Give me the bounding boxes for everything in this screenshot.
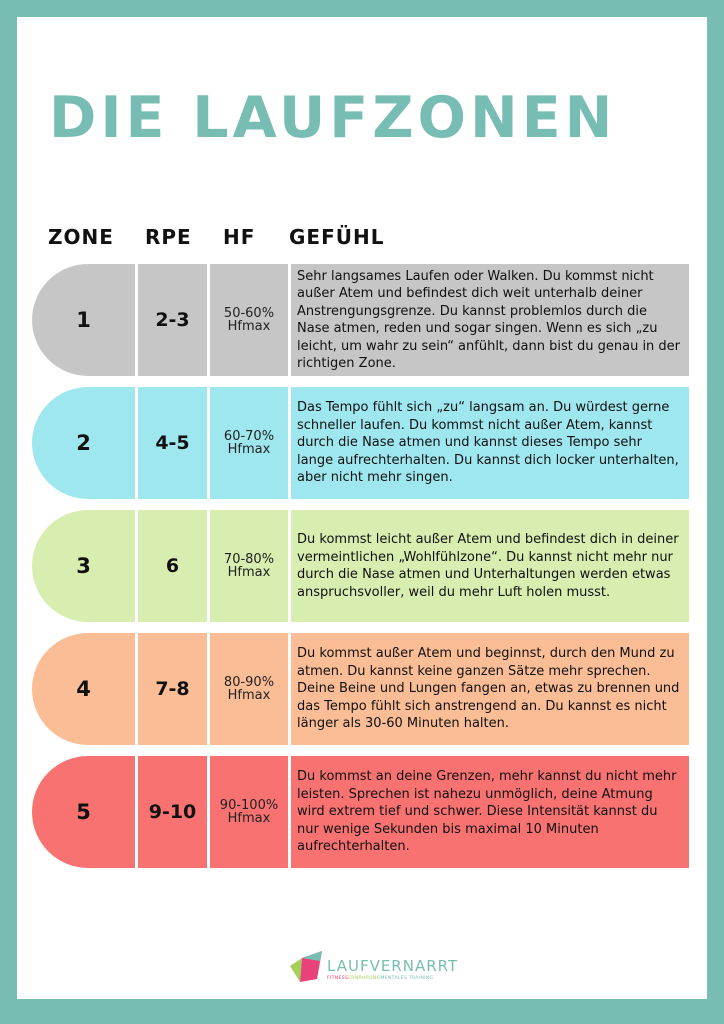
hf-percent: 70-80% bbox=[223, 552, 275, 567]
zone-number-cell: 2 bbox=[32, 387, 135, 499]
hf-unit: Hfmax bbox=[227, 688, 271, 703]
feeling-description: Das Tempo fühlt sich „zu“ langsam an. Du würdest gerne schneller laufen. Du kommst nicht außer Atem, kannst durch die Nase atmen und kannst dieses Tempo sehr lange aufrechterhalten. Du kannst dich locker unterhalten, aber nicht mehr singen. bbox=[291, 387, 689, 499]
hf-cell bbox=[210, 633, 288, 745]
hf-unit: Hfmax bbox=[227, 319, 271, 334]
feeling-description: Du kommst an deine Grenzen, mehr kannst du nicht mehr leisten. Sprechen ist nahezu unmöglich, deine Atmung wird extrem tief und schwer. Diese Intensität kannst du nur wenige Sekunden bis maximal 10 Minuten aufrechterhalten. bbox=[291, 756, 689, 868]
zone-number-cell: 5 bbox=[32, 756, 135, 868]
tag-mentales: MENTALES TRAINING bbox=[380, 976, 434, 981]
feeling-description: Sehr langsames Laufen oder Walken. Du kommst nicht außer Atem und befindest dich weit unterhalb deiner Anstrengungsgrenze. Du kannst problemlos durch die Nase atmen, reden und sogar singen. Wenn es sich „zu leicht, um wahr zu sein“ anfühlt, dann bist du genau in der richtigen Zone. bbox=[291, 264, 689, 376]
hf-unit: Hfmax bbox=[227, 565, 271, 580]
hf-unit: Hfmax bbox=[227, 811, 271, 826]
hf-cell bbox=[210, 264, 288, 376]
feeling-description: Du kommst leicht außer Atem und befindest dich in deiner vermeintlichen „Wohlfühlzone“. Du kannst nicht mehr nur durch die Nase atmen und Unterhaltungen werden etwas anspruchsvoller, weil du mehr Luft holen musst. bbox=[291, 510, 689, 622]
zone-number-cell: 3 bbox=[32, 510, 135, 622]
zone-row-1 bbox=[17, 264, 707, 376]
rpe-cell: 4-5 bbox=[138, 387, 207, 499]
column-header-zone: ZONE bbox=[48, 225, 114, 249]
zone-row-5 bbox=[17, 756, 707, 868]
zone-number-cell: 1 bbox=[32, 264, 135, 376]
logo-tagline bbox=[327, 976, 433, 981]
poster-sheet bbox=[17, 17, 707, 999]
rpe-cell: 2-3 bbox=[138, 264, 207, 376]
hf-percent: 50-60% bbox=[223, 306, 275, 321]
logo-mark-icon bbox=[287, 949, 323, 987]
hf-percent: 90-100% bbox=[219, 798, 279, 813]
feeling-description: Du kommst außer Atem und beginnst, durch den Mund zu atmen. Du kannst keine ganzen Sätze mehr sprechen. Deine Beine und Lungen fangen an, etwas zu brennen und das Tempo fühlt sich anstrengend an. Du kannst es nicht länger als 30-60 Minuten halten. bbox=[291, 633, 689, 745]
tag-fitness: FITNESS bbox=[327, 976, 349, 981]
zone-number-cell: 4 bbox=[32, 633, 135, 745]
hf-cell bbox=[210, 756, 288, 868]
column-header-rpe: RPE bbox=[145, 225, 192, 249]
page-title: DIE LAUFZONEN bbox=[49, 85, 617, 151]
rpe-cell: 9-10 bbox=[138, 756, 207, 868]
brand-logo bbox=[287, 949, 459, 989]
hf-percent: 60-70% bbox=[223, 429, 275, 444]
rpe-cell: 7-8 bbox=[138, 633, 207, 745]
column-header-hf: HF bbox=[223, 225, 256, 249]
logo-wordmark: LAUFVERNARRT bbox=[327, 957, 459, 975]
zone-row-3 bbox=[17, 510, 707, 622]
zone-row-2 bbox=[17, 387, 707, 499]
hf-unit: Hfmax bbox=[227, 442, 271, 457]
hf-percent: 80-90% bbox=[223, 675, 275, 690]
rpe-cell: 6 bbox=[138, 510, 207, 622]
column-header-feeling: GEFÜHL bbox=[289, 225, 385, 249]
hf-cell bbox=[210, 387, 288, 499]
hf-cell bbox=[210, 510, 288, 622]
tag-ernaehrung: ERNÄHRUNG bbox=[348, 976, 381, 981]
zone-row-4 bbox=[17, 633, 707, 745]
